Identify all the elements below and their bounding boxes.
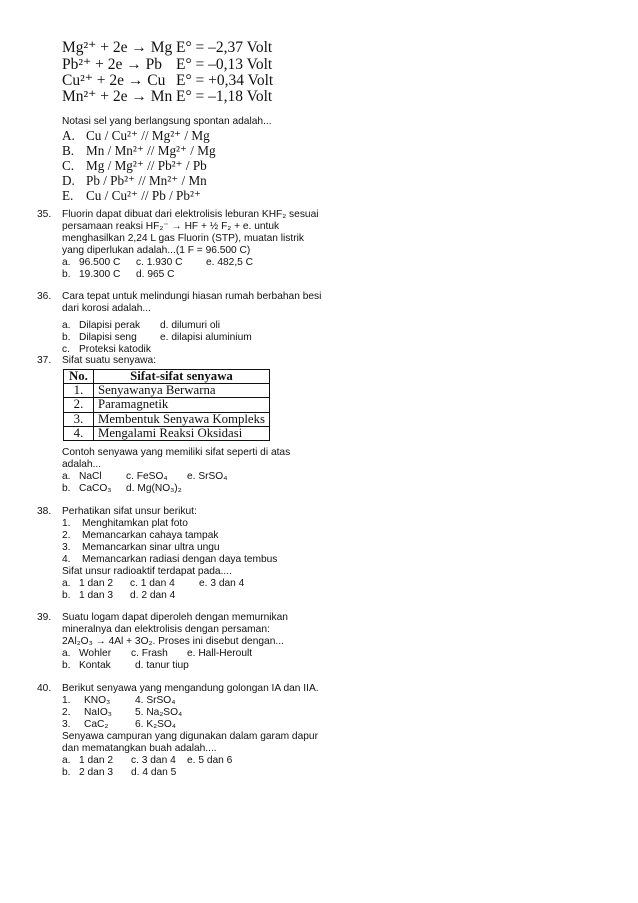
properties-table: [63, 369, 270, 441]
list-item-number: 1.: [62, 518, 71, 529]
option-text: Kontak: [79, 660, 111, 671]
option-text: c. 1.930 C: [136, 257, 183, 268]
option-text: d. 965 C: [136, 269, 175, 280]
table-cell: 4.: [64, 426, 94, 440]
question-number: 37.: [37, 355, 52, 366]
option-text: Dilapisi perak: [79, 320, 141, 331]
reaction-potential: E° = –2,37 Volt: [176, 39, 273, 56]
list-item: NaIO₃: [84, 707, 112, 718]
table-cell: 2.: [64, 398, 94, 412]
table-header-row: [64, 370, 270, 384]
table-cell: Paramagnetik: [93, 398, 269, 412]
option-key: b.: [62, 332, 71, 343]
question-line: persamaan reaksi HF₂⁻ → HF + ½ F₂ + e. untuk: [62, 221, 280, 232]
question-stem: Sifat suatu senyawa:: [62, 355, 157, 366]
list-item: Memancarkan cahaya tampak: [82, 530, 219, 541]
option-text: 1 dan 3: [79, 590, 113, 601]
question-line: Contoh senyawa yang memiliki sifat seperti di atas: [62, 447, 291, 458]
option-text: Cu / Cu²⁺ // Mg²⁺ / Mg: [86, 128, 210, 143]
option-key: c.: [62, 344, 70, 355]
table-row: [64, 384, 270, 398]
question-stem: Notasi sel yang berlangsung spontan adalah...: [62, 116, 272, 127]
option-text: d. tanur tiup: [135, 660, 189, 671]
option-text: d. Mg(NO₃)₂: [126, 483, 182, 494]
list-item-number: 2.: [62, 707, 71, 718]
option-text: 96.500 C: [79, 257, 121, 268]
option-text: e. Hall-Heroult: [187, 648, 253, 659]
option-text: d. 2 dan 4: [130, 590, 176, 601]
option-key: a.: [62, 578, 71, 589]
option-key: a.: [62, 320, 71, 331]
option-key: b.: [62, 590, 71, 601]
option-key: D.: [62, 173, 75, 188]
option-key: B.: [62, 143, 75, 158]
list-item: CaC₂: [84, 719, 109, 730]
option-text: 1 dan 2: [79, 578, 113, 589]
table-header: No.: [64, 370, 94, 384]
list-item: Memancarkan sinar ultra ungu: [82, 542, 220, 553]
option-text: 19.300 C: [79, 269, 121, 280]
reaction-potential: E° = +0,34 Volt: [176, 72, 274, 89]
option-text: e. SrSO₄: [187, 471, 228, 482]
question-line: Sifat unsur radioaktif terdapat pada....: [62, 566, 232, 577]
option-text: 1 dan 2: [79, 755, 113, 766]
option-key: a.: [62, 648, 71, 659]
table-row: [64, 426, 270, 440]
list-item: Memancarkan radiasi dengan daya tembus: [82, 554, 278, 565]
reaction-potential: E° = –0,13 Volt: [176, 56, 273, 73]
reaction-eq: Mn²⁺ + 2e → Mn: [62, 88, 173, 105]
option-text: Wohler: [79, 648, 112, 659]
list-item-number: 4.: [62, 554, 71, 565]
option-text: Mg / Mg²⁺ // Pb²⁺ / Pb: [86, 158, 207, 173]
question-line: Suatu logam dapat diperoleh dengan memurnikan: [62, 612, 288, 623]
table-cell: 1.: [64, 384, 94, 398]
question-number: 36.: [37, 291, 52, 302]
question-line: dari korosi adalah...: [62, 303, 151, 314]
option-text: Pb / Pb²⁺ // Mn²⁺ / Mn: [86, 173, 207, 188]
option-text: Proteksi katodik: [79, 344, 151, 355]
table-cell: Mengalami Reaksi Oksidasi: [93, 426, 269, 440]
option-text: e. dilapisi aluminium: [160, 332, 252, 343]
reaction-eq: Mg²⁺ + 2e → Mg: [62, 39, 173, 56]
list-item-number: 3.: [62, 719, 71, 730]
reaction-eq: Pb²⁺ + 2e → Pb: [62, 56, 162, 73]
option-key: a.: [62, 471, 71, 482]
option-key: b.: [62, 483, 71, 494]
option-text: d. dilumuri oli: [160, 320, 221, 331]
option-key: a.: [62, 755, 71, 766]
reaction-eq: Cu²⁺ + 2e → Cu: [62, 72, 166, 89]
option-key: A.: [62, 128, 75, 143]
question-line: mineralnya dan elektrolisis dengan persaman:: [62, 624, 270, 635]
option-key: b.: [62, 660, 71, 671]
question-number: 39.: [37, 612, 52, 623]
option-key: b.: [62, 269, 71, 280]
option-text: c. FeSO₄: [126, 471, 168, 482]
question-line: menghasilkan 2,24 L gas Fluorin (STP), muatan listrik: [62, 233, 304, 244]
question-number: 40.: [37, 683, 52, 694]
list-item: Menghitamkan plat foto: [82, 518, 188, 529]
option-text: c. 3 dan 4: [131, 755, 176, 766]
table-header: Sifat-sifat senyawa: [93, 370, 269, 384]
reaction-potential: E° = –1,18 Volt: [176, 88, 273, 105]
option-key: E.: [62, 188, 74, 203]
question-line: Fluorin dapat dibuat dari elektrolisis leburan KHF₂ sesuai: [62, 209, 319, 220]
option-text: c. 1 dan 4: [130, 578, 175, 589]
list-item: KNO₃: [84, 695, 111, 706]
question-number: 35.: [37, 209, 52, 220]
option-text: Cu / Cu²⁺ // Pb / Pb²⁺: [86, 188, 201, 203]
question-line: Senyawa campuran yang digunakan dalam garam dapur: [62, 731, 318, 742]
option-text: e. 482,5 C: [206, 257, 254, 268]
list-item: 5. Na₂SO₄: [135, 707, 183, 718]
table-row: [64, 412, 270, 426]
option-text: Dilapisi seng: [79, 332, 137, 343]
question-line: Cara tepat untuk melindungi hiasan rumah berbahan besi: [62, 291, 322, 302]
question-stem: Perhatikan sifat unsur berikut:: [62, 506, 197, 517]
question-line: dan mematangkan buah adalah....: [62, 743, 217, 754]
table-cell: 3.: [64, 412, 94, 426]
question-line: yang diperlukan adalah...(1 F = 96.500 C): [62, 245, 251, 256]
question-line: adalah...: [62, 459, 102, 470]
option-text: CaCO₃: [79, 483, 112, 494]
list-item: 6. K₂SO₄: [135, 719, 176, 730]
list-item: 4. SrSO₄: [135, 695, 176, 706]
option-key: b.: [62, 767, 71, 778]
option-text: Mn / Mn²⁺ // Mg²⁺ / Mg: [86, 143, 216, 158]
list-item-number: 2.: [62, 530, 71, 541]
option-text: d. 4 dan 5: [131, 767, 177, 778]
question-stem: Berikut senyawa yang mengandung golongan IA dan IIA.: [62, 683, 319, 694]
list-item-number: 3.: [62, 542, 71, 553]
option-text: 2 dan 3: [79, 767, 113, 778]
question-number: 38.: [37, 506, 52, 517]
list-item-number: 1.: [62, 695, 71, 706]
table-cell: Senyawanya Berwarna: [93, 384, 269, 398]
option-text: e. 3 dan 4: [199, 578, 245, 589]
option-text: c. Frash: [131, 648, 168, 659]
table-cell: Membentuk Senyawa Kompleks: [93, 412, 269, 426]
option-text: e. 5 dan 6: [187, 755, 233, 766]
option-key: a.: [62, 257, 71, 268]
option-text: NaCl: [79, 471, 102, 482]
option-key: C.: [62, 158, 75, 173]
question-line: 2Al₂O₃ → 4Al + 3O₂. Proses ini disebut dengan...: [62, 636, 284, 647]
table-row: [64, 398, 270, 412]
